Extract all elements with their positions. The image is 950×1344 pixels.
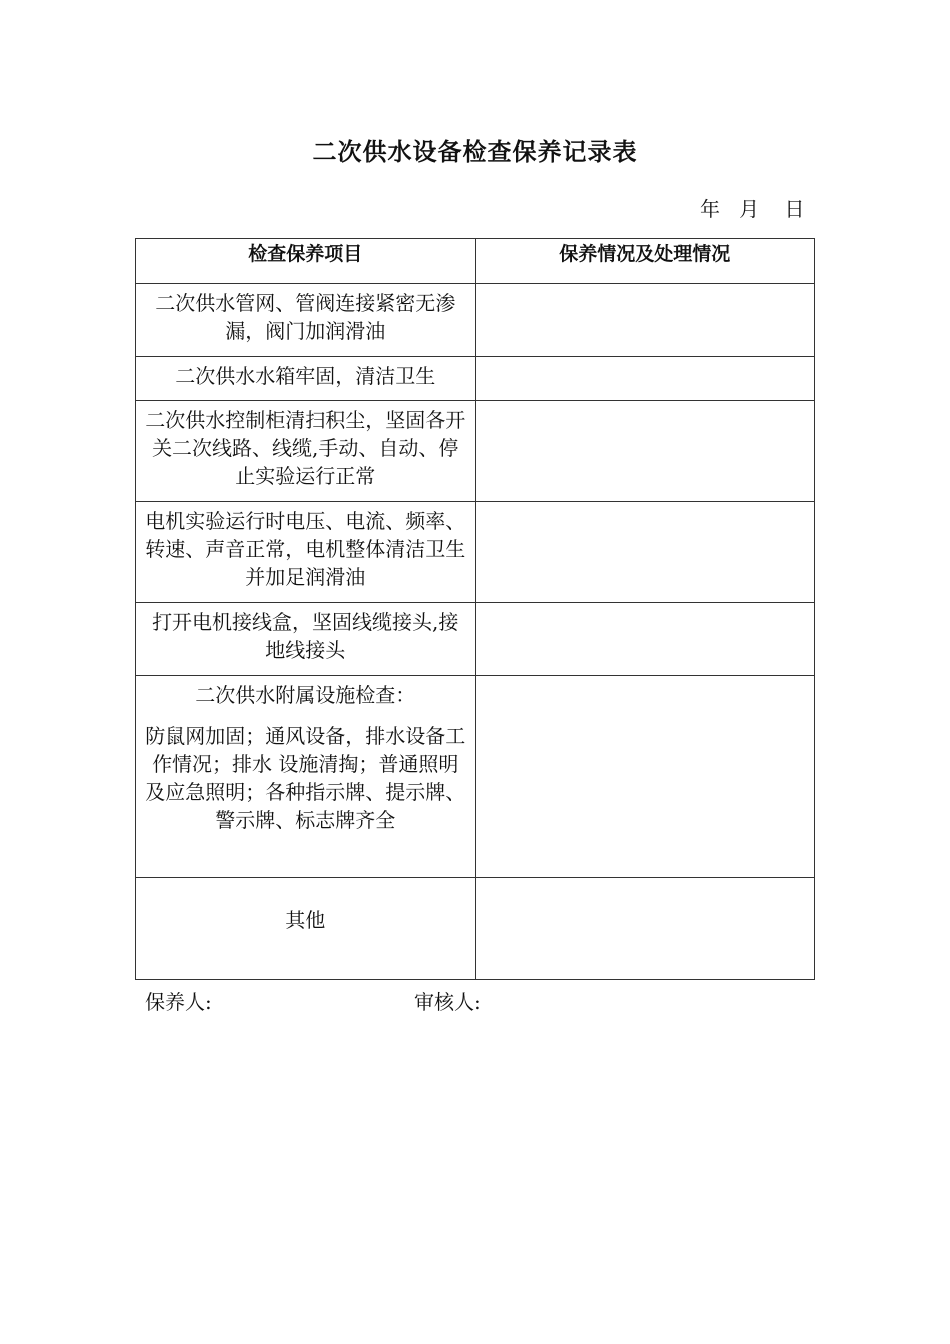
table-row — [136, 603, 815, 676]
header-status: 保养情况及处理情况 — [475, 239, 815, 284]
reviewer-label: 审核人: — [414, 990, 481, 1014]
item-cell — [136, 676, 476, 878]
table-row — [136, 401, 815, 502]
item-cell: 打开电机接线盒，坚固线缆接头,接地线接头 — [136, 603, 476, 676]
header-item: 检查保养项目 — [136, 239, 476, 284]
table-row — [136, 878, 815, 980]
table-row — [136, 502, 815, 603]
item-heading: 二次供水附属设施检查： — [195, 683, 416, 707]
status-cell[interactable] — [475, 357, 815, 401]
item-cell: 电机实验运行时电压、电流、频率、转速、声音正常，电机整体清洁卫生并加足润滑油 — [136, 502, 476, 603]
item-cell: 其他 — [136, 878, 476, 980]
table-row — [136, 357, 815, 401]
item-cell: 二次供水控制柜清扫积尘，坚固各开关二次线路、线缆,手动、自动、停止实验运行正常 — [136, 401, 476, 502]
item-cell: 二次供水水箱牢固，清洁卫生 — [136, 357, 476, 401]
status-cell[interactable] — [475, 603, 815, 676]
document-title: 二次供水设备检查保养记录表 — [312, 137, 638, 166]
maintenance-record-table — [135, 238, 815, 980]
status-cell[interactable] — [475, 676, 815, 878]
date-line: 年 月 日 — [700, 197, 805, 221]
table-row — [136, 284, 815, 357]
status-cell[interactable] — [475, 401, 815, 502]
status-cell[interactable] — [475, 878, 815, 980]
maintainer-label: 保养人: — [145, 990, 212, 1014]
status-cell[interactable] — [475, 284, 815, 357]
status-cell[interactable] — [475, 502, 815, 603]
item-cell: 二次供水管网、管阀连接紧密无渗漏，阀门加润滑油 — [136, 284, 476, 357]
table-header-row — [136, 239, 815, 284]
table-row — [136, 676, 815, 878]
item-detail: 防鼠网加固；通风设备，排水设备工作情况；排水 设施清掏；普通照明及应急照明；各种指示牌、提示牌、警示牌、标志牌齐全 — [145, 724, 466, 832]
